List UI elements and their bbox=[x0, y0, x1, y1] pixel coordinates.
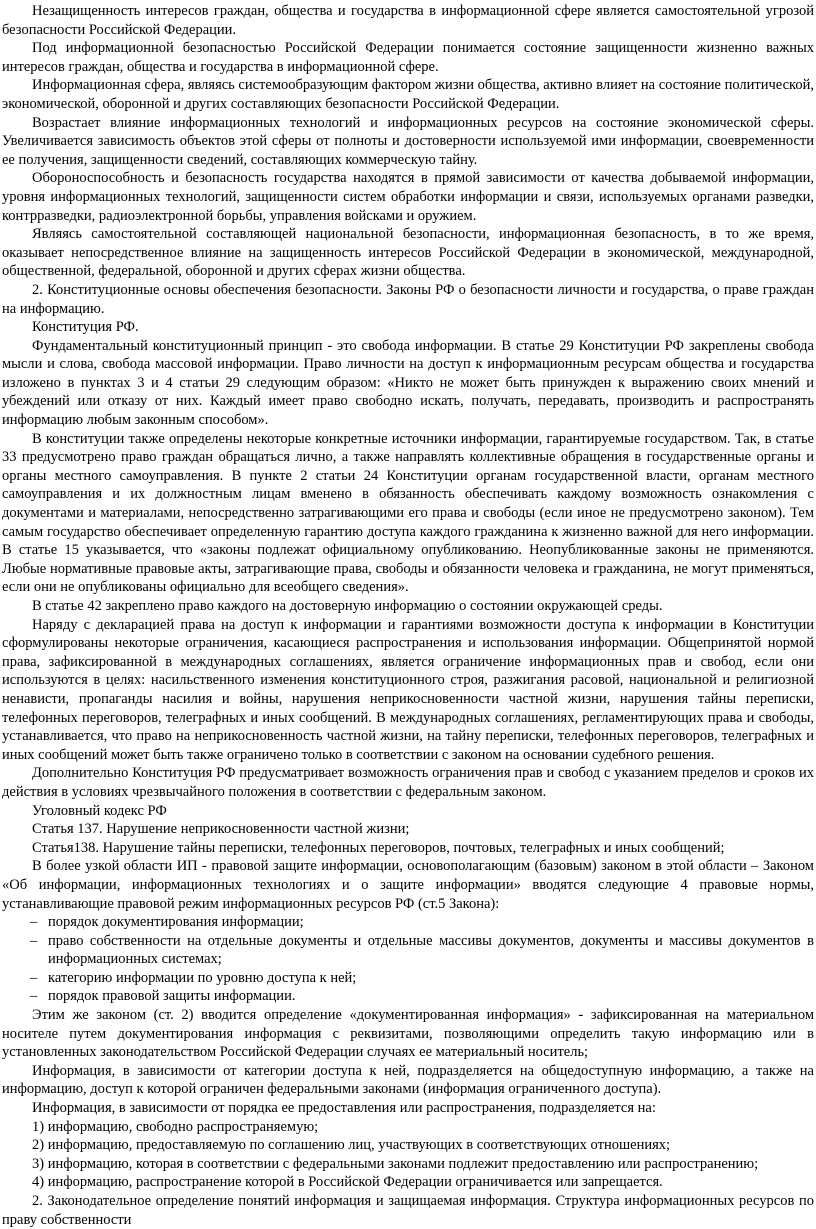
paragraph-economic-sphere: Возрастает влияние информационных технологий и информационных ресурсов на состояние экономической сферы. Увеличивается зависимость объектов этой сферы от полноты и достоверности используемой ими информации, своевременности ее получения, защищенности сведений, составляющих коммерческую тайну. bbox=[2, 114, 814, 168]
paragraph-freedom-of-information: Фундаментальный конституционный принцип - это свобода информации. В статье 29 Конституции РФ закреплены свобода мысли и слова, свобода массовой информации. Право личности на доступ к информационным ресурсам общества и государства изложено в пунктах 3 и 4 статьи 29 следующим образом: «Никто не может быть принужден к выражению своих мнений и убеждений или отказу от них. Каждый имеет право свободно искать, получать, передавать, производить и распространять информацию любым законным способом». bbox=[2, 337, 814, 429]
section-heading-constitutional-basis: 2. Конституционные основы обеспечения безопасности. Законы РФ о безопасности личности и государства, о праве граждан на информацию. bbox=[2, 281, 814, 317]
paragraph-national-security: Являясь самостоятельной составляющей национальной безопасности, информационная безопасность, в то же время, оказывает непосредственное влияние на защищенность интересов Российской Федерации в экономической, международной, общественной, федеральной, оборонной и других сферах жизни общества. bbox=[2, 226, 814, 280]
paragraph-defense: Обороноспособность и безопасность государства находятся в прямой зависимости от качества добываемой информации, уровня информационных технологий, защищенности систем обработки информации и связи, используемых органами разведки, контрразведки, радиоэлектронной борьбы, управления войсками и оружием. bbox=[2, 170, 814, 224]
paragraph-information-sources: В конституции также определены некоторые конкретные источники информации, гарантируемые государством. Так, в статье 33 предусмотрено право граждан обращаться лично, а также направлять коллективные обращения в государственные органы и органы местного самоуправления. В пункте 2 статьи 24 Конституции органам государственной власти, органам местного самоуправления и их должностным лицам вменено в обязанность обеспечивать каждому возможность ознакомления с документами и материалами, непосредственно затрагивающими его права и свободы (если иное не предусмотрено законом). Тем самым государство обеспечивает определенную гарантию доступа каждого гражданина к жизненно важной для него информации. В статье 15 указывается, что «законы подлежат официальному опубликованию. Неопубликованные законы не применяются. Любые нормативные правовые акты, затрагивающие права, свободы и обязанности человека и гражданина, не могут применяться, если они не опубликованы официально для всеобщего сведения». bbox=[2, 430, 814, 596]
article-137: Статья 137. Нарушение неприкосновенности частной жизни; bbox=[32, 821, 410, 838]
paragraph-restrictions: Наряду с декларацией права на доступ к информации и гарантиями возможности доступа к информации в Конституции сформулированы некоторые ограничения, касающиеся распространения и использования информации. Общепринятой нормой права, зафиксированной в международных соглашениях, является ограничение информационных прав и свобод, если они используются в целях: насильственного изменения конституционного строя, разжигания расовой, национальной и религиозной ненависти, пропаганды насилия и войны, нарушения неприкосновенности частной жизни, нарушения тайны переписки, телефонных переговоров, телеграфных и иных сообщений. В международных соглашениях, регламентирующих права и свободы, устанавливается, что право на неприкосновенность частной жизни, на тайну переписки, телефонных переговоров, телеграфных и иных сообщений может быть также ограничено только в соответствии с законом на основании судебного решения. bbox=[2, 616, 814, 763]
paragraph-article-42: В статье 42 закреплено право каждого на достоверную информацию о состоянии окружающей среды. bbox=[32, 598, 663, 614]
heading-constitution: Конституция РФ. bbox=[32, 319, 139, 336]
paragraph-information-sphere: Информационная сфера, являясь системообразующим фактором жизни общества, активно влияет на состояние политической, экономической, оборонной и других составляющих безопасности Российской Федерации. bbox=[2, 77, 814, 112]
list-item: – категорию информации по уровню доступа к ней; bbox=[48, 969, 814, 988]
section-heading-definitions: 2. Законодательное определение понятий информация и защищаемая информация. Структура информационных ресурсов по праву собственности bbox=[2, 1193, 814, 1228]
heading-criminal-code: Уголовный кодекс РФ bbox=[32, 802, 167, 819]
numbered-item: 4) информацию, распространение которой в Российской Федерации ограничивается или запрещается. bbox=[32, 1174, 663, 1191]
numbered-item: 2) информацию, предоставляемую по соглашению лиц, участвующих в соответствующих отношениях; bbox=[32, 1137, 671, 1154]
paragraph-information-threat: Незащищенность интересов граждан, общества и государства в информационной сфере является самостоятельной угрозой безопасности Российской Федерации. bbox=[2, 3, 814, 38]
paragraph-security-definition: Под информационной безопасностью Российской Федерации понимается состояние защищенности жизненно важных интересов граждан, общества и государства в информационной сфере. bbox=[2, 40, 814, 75]
paragraph-information-law: В более узкой области ИП - правовой защите информации, основополагающим (базовым) законом в этой области – Законом «Об информации, информационных технологиях и о защите информации» вводятся следующие 4 правовые нормы, устанавливающие правовой режим информационных ресурсов РФ (ст.5 Закона): bbox=[2, 858, 814, 912]
paragraph-emergency-limits: Дополнительно Конституция РФ предусматривает возможность ограничения прав и свобод с указанием пределов и сроков их действия в условиях чрезвычайного положения в соответствии с федеральным законом. bbox=[2, 765, 814, 800]
list-item: – порядок правовой защиты информации. bbox=[48, 987, 814, 1006]
article-138: Статья138. Нарушение тайны переписки, телефонных переговоров, почтовых, телеграфных и иных сообщений; bbox=[32, 839, 725, 856]
paragraph-documented-information: Этим же законом (ст. 2) вводится определение «документированная информация» - зафиксированная на материальном носителе путем документирования информация с реквизитами, позволяющими определить такую информацию или в установленных законодательством Российской Федерации случаях ее материальный носитель; bbox=[2, 1007, 814, 1061]
numbered-item: 3) информацию, которая в соответствии с федеральными законами подлежит предоставлению или распространению; bbox=[32, 1155, 759, 1172]
list-item: – порядок документирования информации; bbox=[48, 913, 814, 932]
paragraph-access-category: Информация, в зависимости от категории доступа к ней, подразделяется на общедоступную информацию, а также на информацию, доступ к которой ограничен федеральными законами (информация ограниченного доступа). bbox=[2, 1062, 814, 1098]
numbered-item: 1) информацию, свободно распространяемую; bbox=[32, 1118, 319, 1135]
legal-norms-list bbox=[2, 913, 814, 1006]
list-item: – право собственности на отдельные документы и отдельные массивы документов, документы и массивы документов в информационных системах; bbox=[48, 932, 814, 969]
paragraph-distribution-order: Информация, в зависимости от порядка ее предоставления или распространения, подразделяется на: bbox=[32, 1100, 656, 1117]
